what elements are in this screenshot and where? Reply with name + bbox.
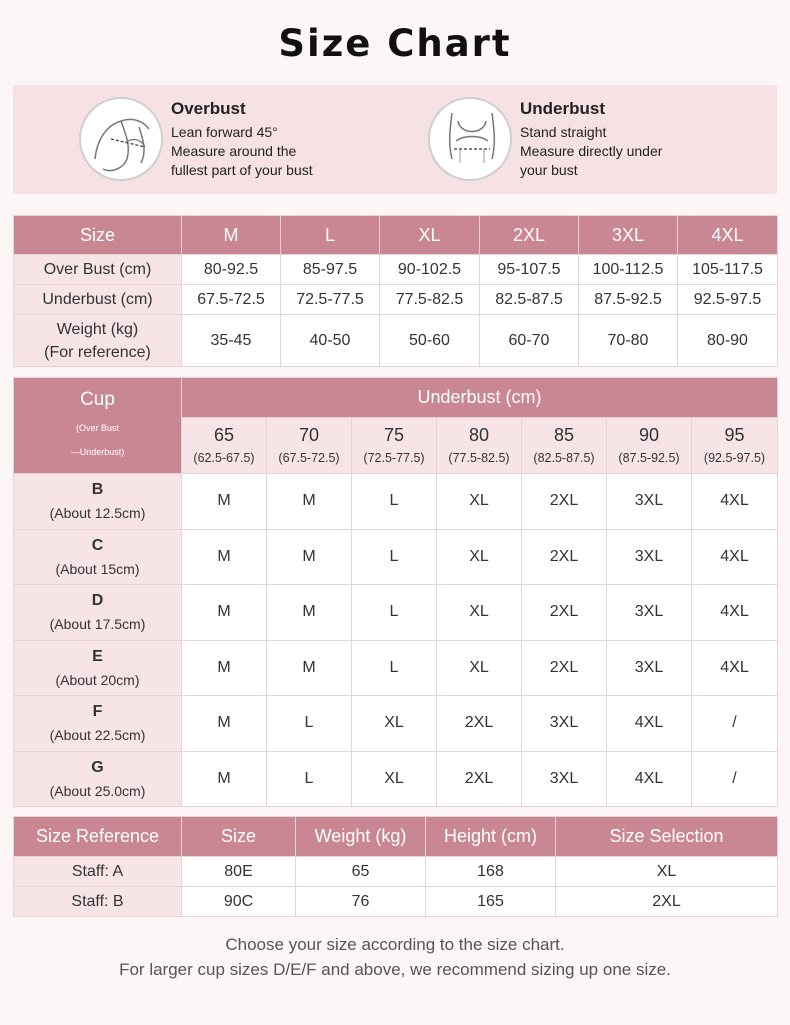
cup-about: (About 22.5cm) bbox=[49, 727, 146, 744]
underbust-range: (82.5-87.5) bbox=[533, 450, 595, 465]
cup-header-cell bbox=[14, 378, 182, 474]
cup-about: (About 25.0cm) bbox=[49, 782, 146, 799]
row-label-line-1: Weight (kg) bbox=[56, 320, 139, 338]
table-cell: 35-45 bbox=[182, 315, 281, 367]
table-cell: M bbox=[182, 696, 267, 752]
cup-letter: E bbox=[92, 647, 103, 665]
overbust-line-3: fullest part of your bust bbox=[171, 162, 313, 178]
footer-note-2: For larger cup sizes D/E/F and above, we recommend sizing up one size. bbox=[119, 960, 671, 979]
cup-about: (About 20cm) bbox=[55, 671, 140, 688]
underbust-range: (62.5-67.5) bbox=[193, 450, 255, 465]
header-cell: L bbox=[281, 216, 380, 255]
footer-note-1: Choose your size according to the size chart. bbox=[225, 935, 565, 954]
cup-row-label bbox=[14, 751, 182, 807]
overbust-heading: Overbust bbox=[171, 99, 246, 118]
table-cell: L bbox=[352, 474, 437, 530]
row-label-line-2: (For reference) bbox=[44, 343, 151, 361]
header-cell: Weight (kg) bbox=[296, 817, 426, 857]
table-cell: 72.5-77.5 bbox=[281, 285, 380, 315]
table-cell: 70-80 bbox=[579, 315, 678, 367]
underbust-column-header bbox=[182, 418, 267, 474]
table-cell: M bbox=[267, 529, 352, 585]
header-cell: Size bbox=[182, 817, 296, 857]
underbust-range: (92.5-97.5) bbox=[703, 450, 766, 465]
table-cell: L bbox=[267, 696, 352, 752]
table-cell: 4XL bbox=[692, 640, 778, 696]
table-cell: 3XL bbox=[522, 751, 607, 807]
underbust-column-header bbox=[692, 418, 778, 474]
cup-row-label bbox=[14, 640, 182, 696]
table-cell: M bbox=[267, 640, 352, 696]
underbust-column-header bbox=[522, 418, 607, 474]
overbust-line-1: Lean forward 45° bbox=[171, 124, 278, 140]
table-cell: 168 bbox=[426, 857, 556, 887]
table-cell: 3XL bbox=[607, 474, 692, 530]
cup-about: (About 17.5cm) bbox=[49, 616, 146, 633]
table-cell: 3XL bbox=[607, 585, 692, 641]
cup-row bbox=[14, 696, 778, 752]
overbust-illustration-icon bbox=[79, 97, 163, 181]
underbust-line-3: your bust bbox=[520, 162, 578, 178]
underbust-range: (77.5-82.5) bbox=[448, 450, 510, 465]
underbust-range: (87.5-92.5) bbox=[618, 450, 680, 465]
table-cell: 92.5-97.5 bbox=[678, 285, 778, 315]
table-cell: XL bbox=[352, 696, 437, 752]
table-row bbox=[14, 887, 778, 917]
table-cell: 80-90 bbox=[678, 315, 778, 367]
table-cell: M bbox=[267, 474, 352, 530]
table-cell: M bbox=[182, 640, 267, 696]
row-label: Over Bust (cm) bbox=[14, 255, 182, 285]
table-cell: 50-60 bbox=[380, 315, 480, 367]
reference-header bbox=[14, 817, 778, 857]
header-cell: M bbox=[182, 216, 281, 255]
underbust-header: Underbust (cm) bbox=[182, 378, 778, 418]
table-cell: 40-50 bbox=[281, 315, 380, 367]
cup-about: (About 12.5cm) bbox=[49, 505, 146, 522]
cup-row-label bbox=[14, 474, 182, 530]
size-table-header bbox=[14, 216, 778, 255]
table-cell: M bbox=[182, 474, 267, 530]
cup-row bbox=[14, 474, 778, 530]
cup-row bbox=[14, 529, 778, 585]
underbust-number: 80 bbox=[468, 424, 490, 445]
table-cell: 2XL bbox=[437, 696, 522, 752]
table-cell: M bbox=[182, 585, 267, 641]
underbust-column-header bbox=[352, 418, 437, 474]
row-label bbox=[14, 315, 182, 367]
table-cell: 87.5-92.5 bbox=[579, 285, 678, 315]
size-table bbox=[13, 215, 778, 367]
table-row bbox=[14, 255, 778, 285]
page-title: Size Chart bbox=[278, 22, 512, 65]
cup-row-label bbox=[14, 696, 182, 752]
header-cell: 4XL bbox=[678, 216, 778, 255]
cup-about: (About 15cm) bbox=[55, 560, 140, 577]
table-cell: M bbox=[182, 529, 267, 585]
table-cell: XL bbox=[437, 585, 522, 641]
table-cell: 100-112.5 bbox=[579, 255, 678, 285]
table-cell: 2XL bbox=[556, 887, 778, 917]
table-cell: 82.5-87.5 bbox=[480, 285, 579, 315]
underbust-line-2: Measure directly under bbox=[520, 143, 663, 159]
table-cell: M bbox=[182, 751, 267, 807]
table-cell: 77.5-82.5 bbox=[380, 285, 480, 315]
underbust-illustration-icon bbox=[428, 97, 512, 181]
underbust-column-header bbox=[437, 418, 522, 474]
cup-letter: F bbox=[92, 703, 103, 721]
table-cell: L bbox=[352, 585, 437, 641]
table-cell: / bbox=[692, 751, 778, 807]
cup-row-label bbox=[14, 585, 182, 641]
table-cell: 2XL bbox=[437, 751, 522, 807]
cup-row-label bbox=[14, 529, 182, 585]
table-cell: XL bbox=[437, 529, 522, 585]
table-cell: 2XL bbox=[522, 474, 607, 530]
table-row bbox=[14, 285, 778, 315]
cup-sub-1: (Over Bust bbox=[75, 423, 119, 433]
header-cell: Size Selection bbox=[556, 817, 778, 857]
table-cell: 60-70 bbox=[480, 315, 579, 367]
underbust-number: 95 bbox=[724, 424, 745, 445]
table-cell: 3XL bbox=[607, 529, 692, 585]
underbust-number: 65 bbox=[213, 424, 235, 445]
size-reference-table bbox=[13, 816, 778, 917]
underbust-number: 70 bbox=[298, 424, 320, 445]
table-row bbox=[14, 857, 778, 887]
underbust-range: (72.5-77.5) bbox=[363, 450, 425, 465]
table-cell: 85-97.5 bbox=[281, 255, 380, 285]
table-cell: 4XL bbox=[607, 696, 692, 752]
table-cell: L bbox=[352, 529, 437, 585]
cup-letter: C bbox=[91, 536, 104, 554]
underbust-column-header bbox=[607, 418, 692, 474]
table-cell: 4XL bbox=[607, 751, 692, 807]
cup-rows bbox=[14, 474, 778, 807]
table-cell: M bbox=[267, 585, 352, 641]
table-cell: 76 bbox=[296, 887, 426, 917]
table-cell: L bbox=[267, 751, 352, 807]
cup-row bbox=[14, 585, 778, 641]
table-cell: 80E bbox=[182, 857, 296, 887]
table-cell: 90C bbox=[182, 887, 296, 917]
header-cell: Size bbox=[14, 216, 182, 255]
row-label: Staff: B bbox=[14, 887, 182, 917]
table-cell: 3XL bbox=[607, 640, 692, 696]
table-cell: 4XL bbox=[692, 529, 778, 585]
table-cell: 2XL bbox=[522, 529, 607, 585]
cup-row bbox=[14, 751, 778, 807]
measurement-guide bbox=[13, 85, 777, 194]
cup-sub-2: —Underbust) bbox=[70, 447, 125, 457]
cup-table-header bbox=[14, 378, 778, 418]
overbust-line-2: Measure around the bbox=[171, 143, 297, 159]
header-cell: 3XL bbox=[579, 216, 678, 255]
header-cell: 2XL bbox=[480, 216, 579, 255]
table-cell: L bbox=[352, 640, 437, 696]
cup-letter: B bbox=[91, 481, 104, 499]
table-cell: 165 bbox=[426, 887, 556, 917]
table-row bbox=[14, 315, 778, 367]
table-cell: XL bbox=[437, 640, 522, 696]
cup-label: Cup bbox=[80, 389, 115, 410]
header-cell: Size Reference bbox=[14, 817, 182, 857]
underbust-number: 75 bbox=[383, 424, 405, 445]
table-cell: 80-92.5 bbox=[182, 255, 281, 285]
underbust-column-header bbox=[267, 418, 352, 474]
table-cell: 67.5-72.5 bbox=[182, 285, 281, 315]
header-cell: Height (cm) bbox=[426, 817, 556, 857]
cup-row bbox=[14, 640, 778, 696]
row-label: Underbust (cm) bbox=[14, 285, 182, 315]
table-cell: XL bbox=[352, 751, 437, 807]
table-cell: 105-117.5 bbox=[678, 255, 778, 285]
table-cell: 4XL bbox=[692, 585, 778, 641]
table-cell: 65 bbox=[296, 857, 426, 887]
table-cell: 95-107.5 bbox=[480, 255, 579, 285]
cup-letter: G bbox=[91, 758, 104, 776]
cup-letter: D bbox=[91, 592, 104, 610]
table-cell: / bbox=[692, 696, 778, 752]
table-cell: 3XL bbox=[522, 696, 607, 752]
table-cell: XL bbox=[556, 857, 778, 887]
table-cell: XL bbox=[437, 474, 522, 530]
row-label: Staff: A bbox=[14, 857, 182, 887]
table-cell: 4XL bbox=[692, 474, 778, 530]
table-cell: 90-102.5 bbox=[380, 255, 480, 285]
underbust-range: (67.5-72.5) bbox=[278, 450, 340, 465]
underbust-line-1: Stand straight bbox=[520, 124, 607, 140]
underbust-number: 85 bbox=[553, 424, 575, 445]
header-cell: XL bbox=[380, 216, 480, 255]
cup-table bbox=[13, 377, 778, 807]
underbust-number: 90 bbox=[638, 424, 660, 445]
table-cell: 2XL bbox=[522, 585, 607, 641]
underbust-heading: Underbust bbox=[520, 99, 605, 118]
table-cell: 2XL bbox=[522, 640, 607, 696]
